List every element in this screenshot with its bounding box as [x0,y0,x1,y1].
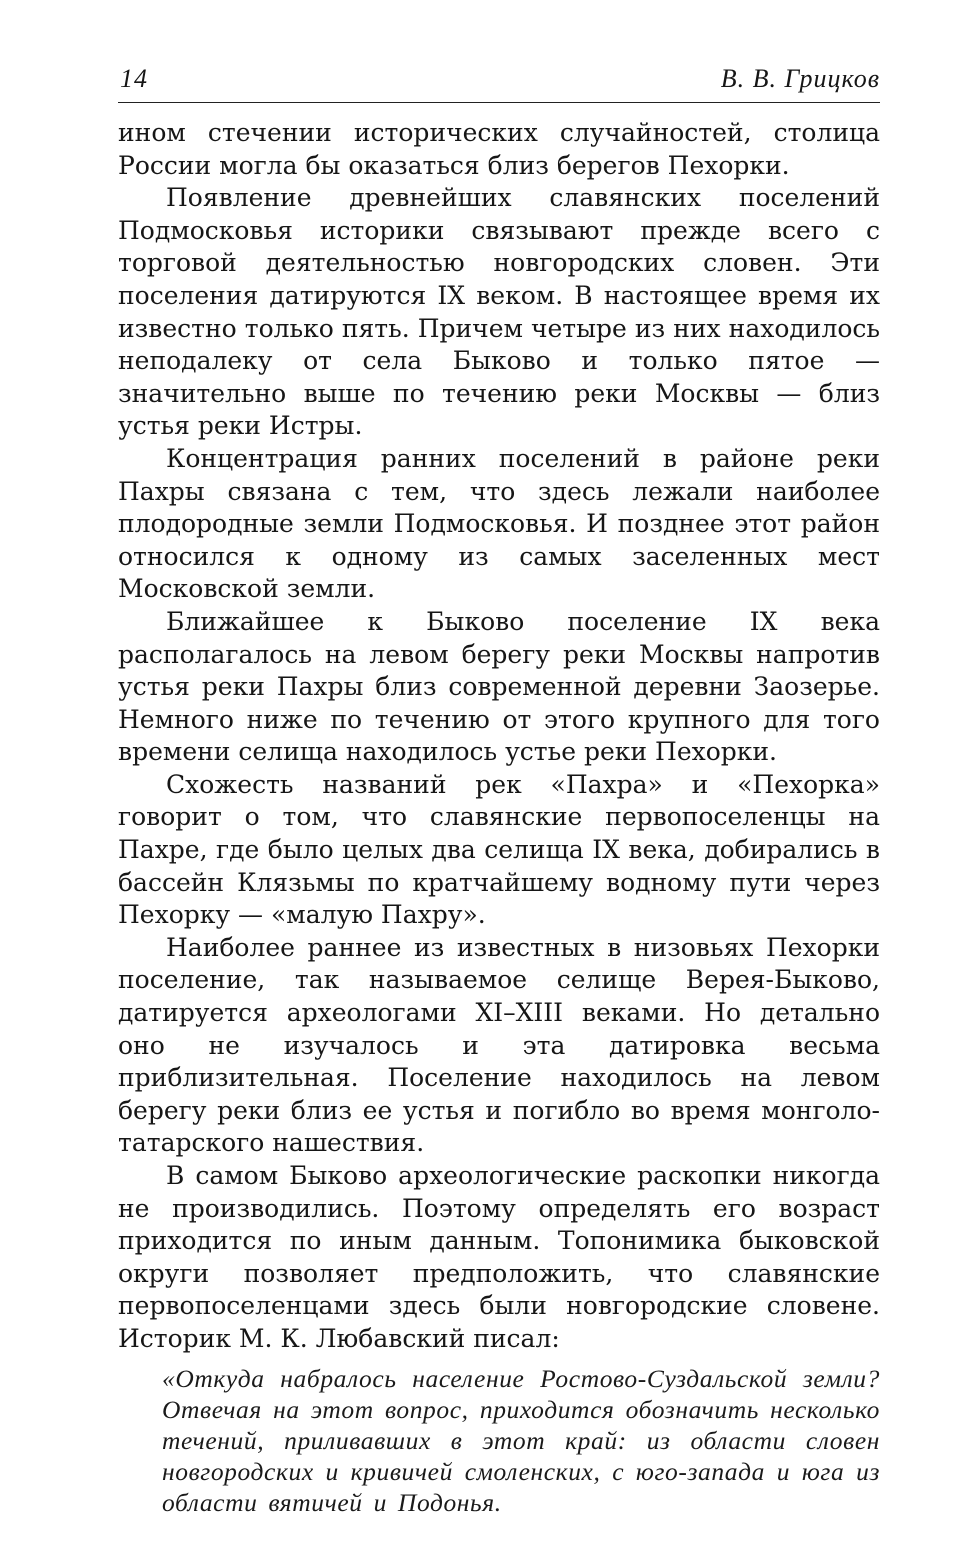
paragraph: В самом Быково археологические раскопки никогда не производились. Поэтому определять его возраст приходится по иным данным. Топонимика быковской округи позволяет предположить, что славянские первопоселенцами здесь были новгородские словене. Историк М. К. Любавский писал: [118,1161,880,1353]
running-header [118,62,880,103]
paragraph: Ближайшее к Быково поселение IX века располагалось на левом берегу реки Москвы напротив устья реки Пахры близ современной деревни Заозерье. Немного ниже по течению от этого крупного для того времени селища находилось устье реки Пехорки. [118,606,880,767]
page-number: 14 [120,64,148,93]
running-header-author: В. В. Грицков [720,64,880,93]
paragraph: Наиболее раннее из известных в низовьях Пехорки поселение, так называемое селище Верея-Быково, датируется археологами XI–XIII веками. Но детально оно не изучалось и эта датировка весьма приблизительная. Поселение находилось на левом берегу реки близ ее устья и погибло во время монголо-татарского нашествия. [118,932,880,1158]
body-text [118,117,880,1356]
paragraph: Схожесть названий рек «Пахра» и «Пехорка» говорит о том, что славянские первопоселенцы на Пахре, где было целых два селища IX века, добирались в бассейн Клязьмы по кратчайшему водному пути через Пехорку — «малую Пахру». [118,769,880,930]
book-page [118,62,880,1518]
paragraph: Появление древнейших славянских поселений Подмосковья историки связывают прежде всего с торговой деятельностью новгородских словен. Эти поселения датируются IX веком. В настоящее время их известно только пять. Причем четыре из них находилось неподалеку от села Быково и только пятое — значительно выше по течению реки Москвы — близ устья реки Истры. [118,183,880,441]
paragraph-continuation: ином стечении исторических случайностей, столица России могла бы оказаться близ берегов Пехорки. [118,118,880,180]
block-quote: «Откуда набралось население Ростово-Суздальской земли? Отвечая на этот вопрос, приходится обозначить несколько течений, приливавших в этот край: из области словен новгородских и кривичей смоленских, с юго-запада и юга из области вятичей и Подонья. [162,1363,880,1517]
paragraph: Концентрация ранних поселений в районе реки Пахры связана с тем, что здесь лежали наиболее плодородные земли Подмосковья. И позднее этот район относился к одному из самых заселенных мест Московской земли. [118,443,880,604]
